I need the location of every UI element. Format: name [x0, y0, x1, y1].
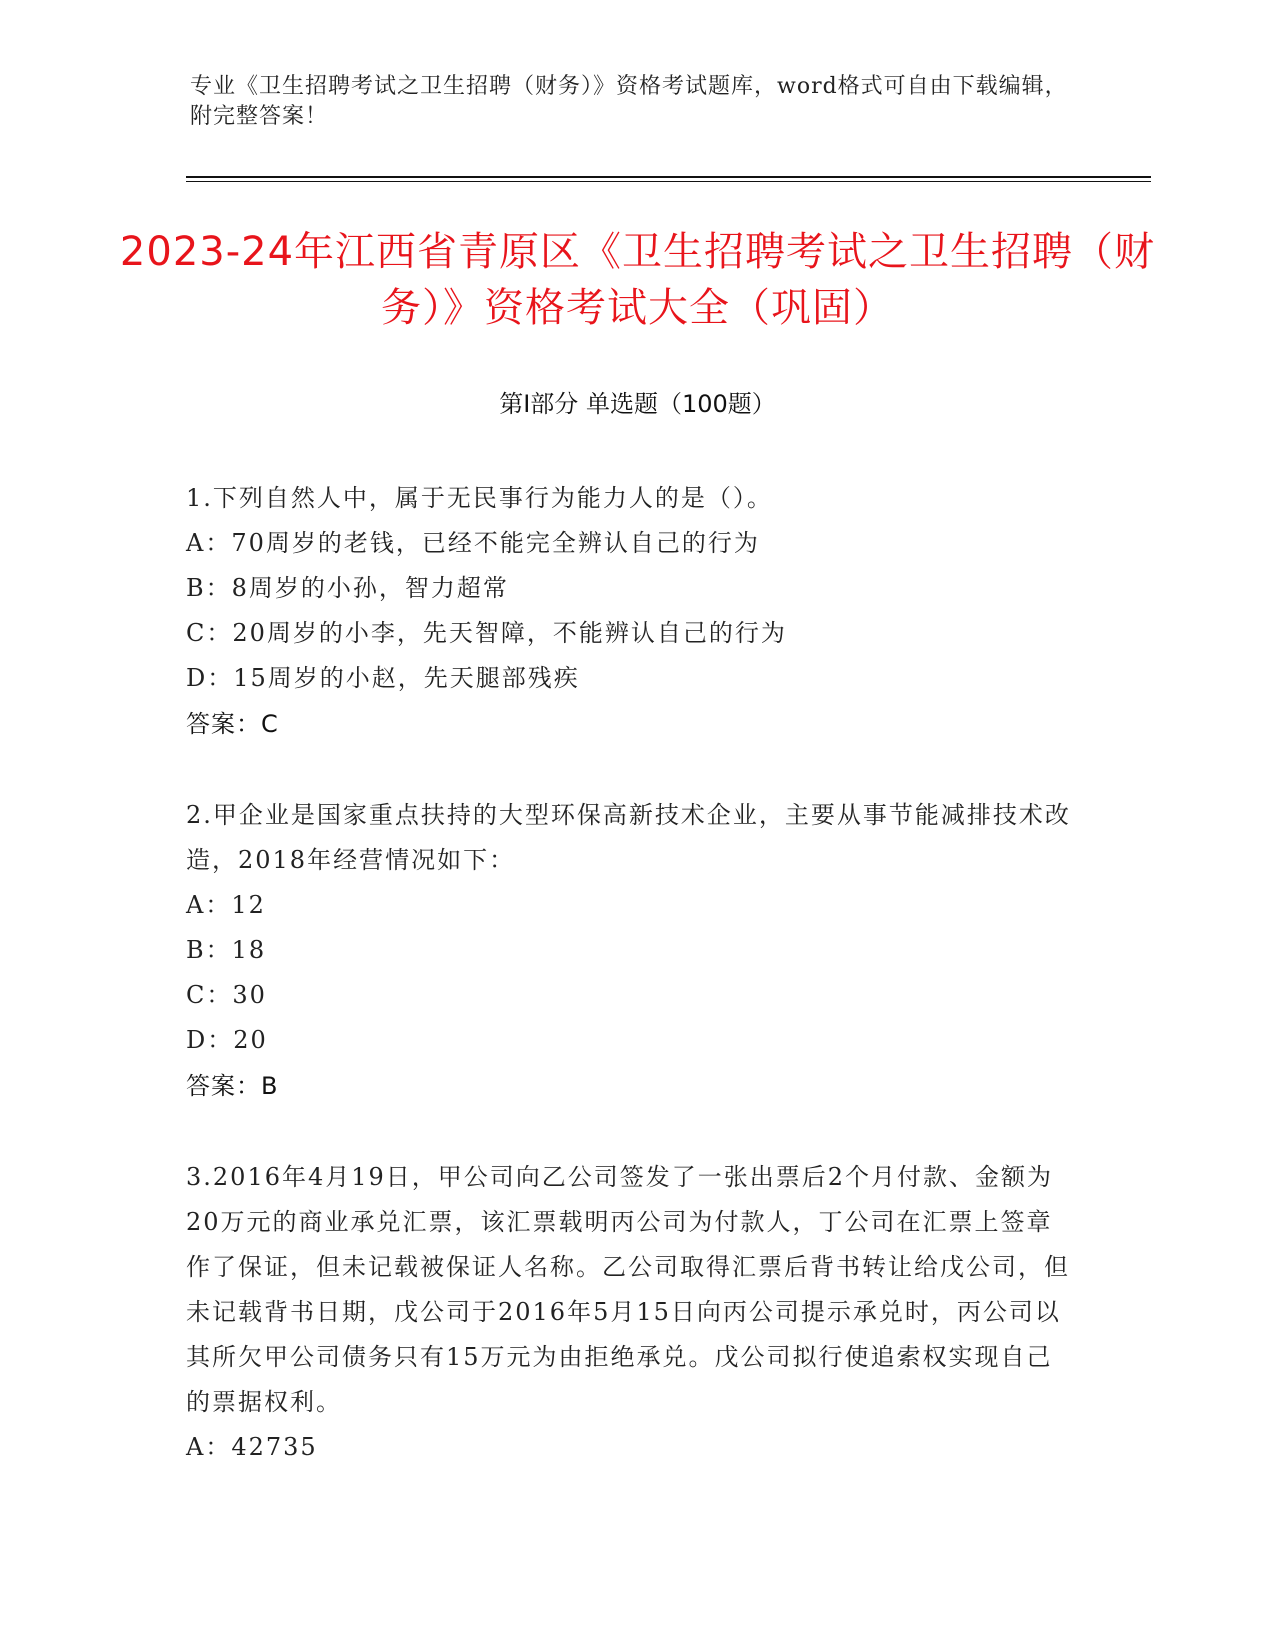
option-a: A：42735 [186, 1433, 318, 1461]
question-stem: 2.甲企业是国家重点扶持的大型环保高新技术企业，主要从事节能减排技术改造，2018年经营情况如下： [186, 801, 1071, 874]
question-stem: 1.下列自然人中，属于无民事行为能力人的是（）。 [186, 484, 773, 512]
answer: 答案：C [186, 710, 279, 738]
header-rule-thick [186, 176, 1151, 178]
question-list [186, 476, 1076, 1516]
option-b: B：8周岁的小孙，智力超常 [186, 574, 509, 602]
option-b: B：18 [186, 936, 267, 964]
section-heading: 第Ⅰ部分 单选题（100题） [499, 390, 776, 418]
option-c: C：30 [186, 981, 267, 1009]
document-title: 2023-24年江西省青原区《卫生招聘考试之卫生招聘（财务）》资格考试大全（巩固） [119, 229, 1156, 331]
header-rule-thin [186, 181, 1151, 182]
option-a: A：12 [186, 891, 266, 919]
header-note: 专业《卫生招聘考试之卫生招聘（财务）》资格考试题库，word格式可自由下载编辑，附完整答案！ [190, 74, 1068, 129]
option-d: D：20 [186, 1026, 268, 1054]
question-1 [186, 476, 1076, 747]
question-2 [186, 793, 1076, 1109]
question-3 [186, 1155, 1076, 1470]
option-c: C：20周岁的小李，先天智障，不能辨认自己的行为 [186, 619, 787, 647]
answer: 答案：B [186, 1072, 279, 1100]
question-stem: 3.2016年4月19日，甲公司向乙公司签发了一张出票后2个月付款、金额为20万元的商业承兑汇票，该汇票载明丙公司为付款人，丁公司在汇票上签章作了保证，但未记载被保证人名称。乙公司取得汇票后背书转让给戊公司，但未记载背书日期，戊公司于2016年5月15日向丙公司提示承兑时，丙公司以其所欠甲公司债务只有15万元为由拒绝承兑。戊公司拟行使追索权实现自己的票据权利。 [186, 1163, 1070, 1416]
option-d: D：15周岁的小赵，先天腿部残疾 [186, 664, 580, 692]
option-a: A：70周岁的老钱，已经不能完全辨认自己的行为 [186, 529, 760, 557]
